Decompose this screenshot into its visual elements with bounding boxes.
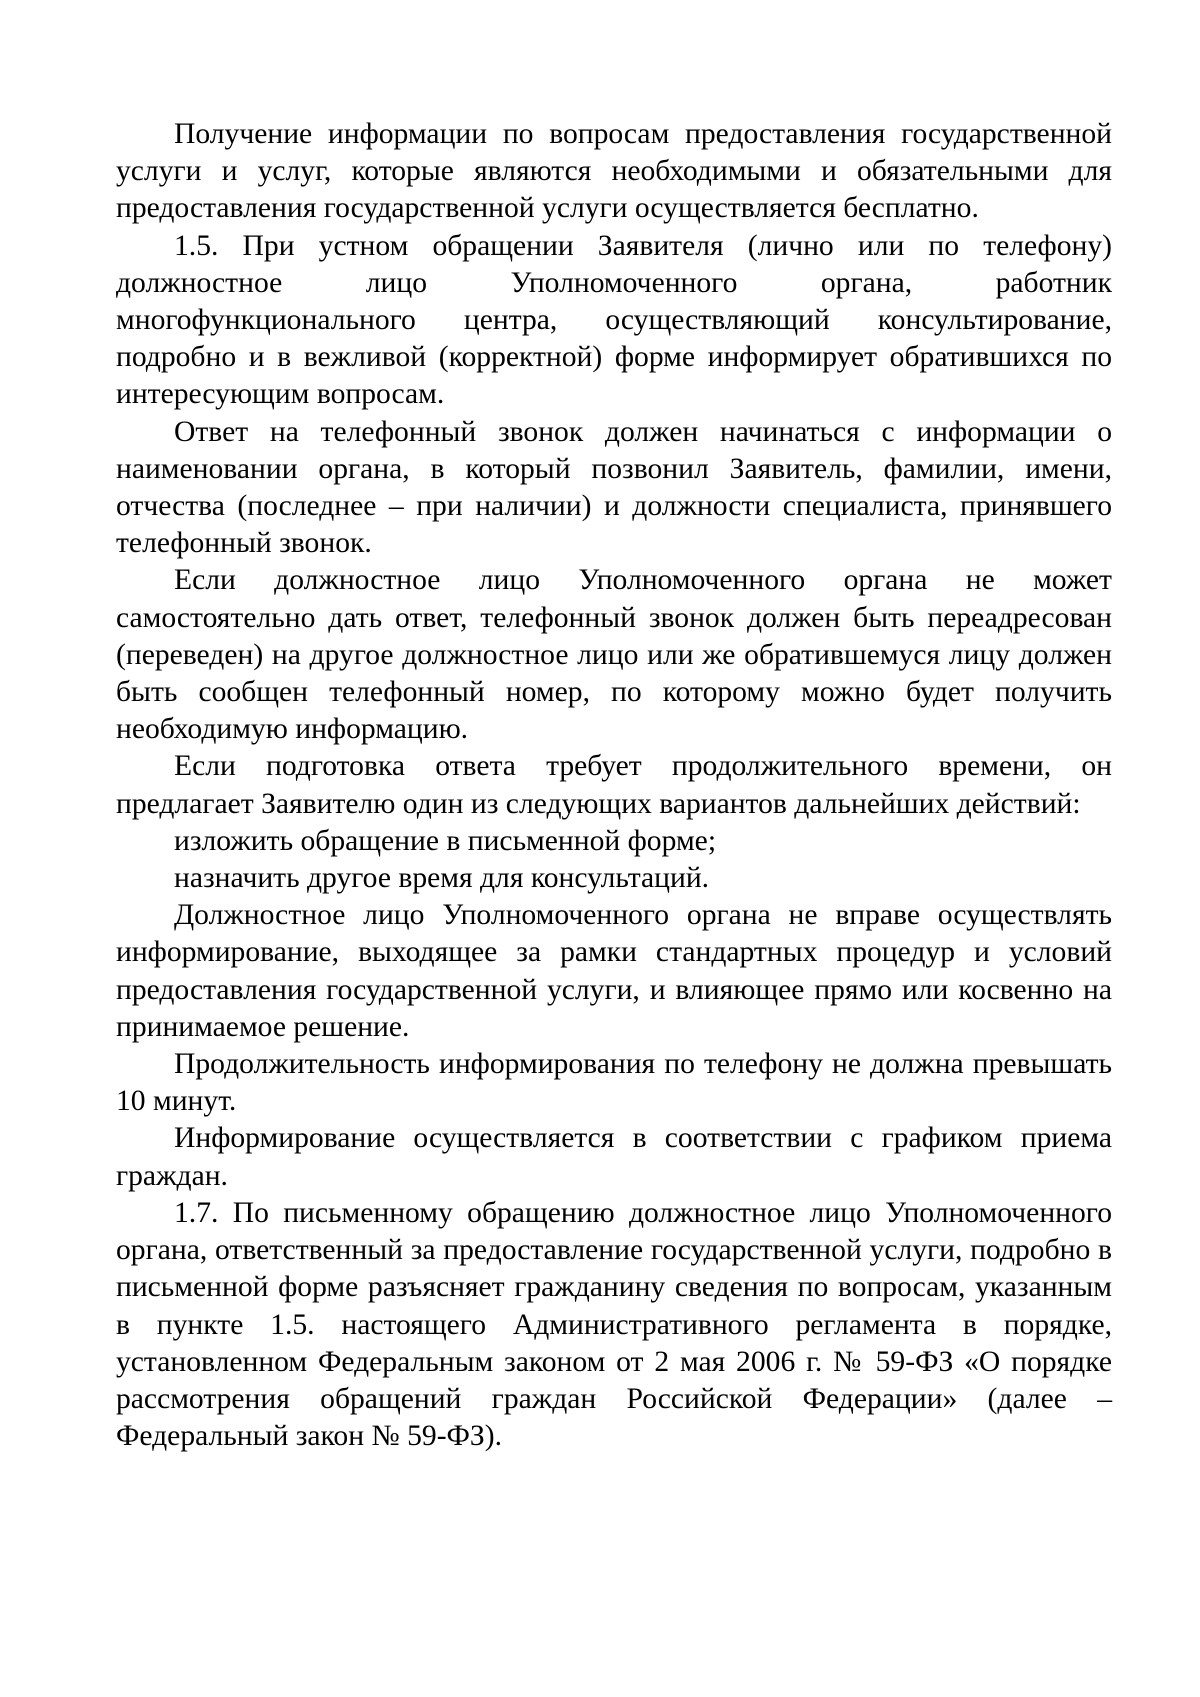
paragraph-1-5-oral-request: 1.5. При устном обращении Заявителя (лично или по телефону) должностное лицо Уполномоченного органа, работник многофункционального центра, осуществляющий консультирование, подробно и в вежливой (корректной) форме информирует обратившихся по интересующим вопросам.: [116, 229, 1112, 411]
paragraph-duration-limit: Продолжительность информирования по телефону не должна превышать 10 минут.: [116, 1048, 1112, 1118]
document-body: [116, 116, 1112, 1455]
list-item-other-time: назначить другое время для консультаций.: [174, 862, 710, 895]
paragraph-schedule: Информирование осуществляется в соответствии с графиком приема граждан.: [116, 1122, 1112, 1192]
paragraph-no-right-to-inform: Должностное лицо Уполномоченного органа не вправе осуществлять информирование, выходящее за рамки стандартных процедур и условий предоставления государственной услуги, и влияющее прямо или косвенно на принимаемое решение.: [116, 899, 1112, 1043]
paragraph-phone-answer: Ответ на телефонный звонок должен начинаться с информации о наименовании органа, в который позвонил Заявитель, фамилии, имени, отчества (последнее – при наличии) и должности специалиста, принявшего телефонный звонок.: [116, 415, 1112, 560]
paragraph-call-redirect: Если должностное лицо Уполномоченного органа не может самостоятельно дать ответ, телефонный звонок должен быть переадресован (переведен) на другое должностное лицо или же обратившемуся лицу должен быть сообщен телефонный номер, по которому можно будет получить необходимую информацию.: [116, 564, 1112, 746]
list-item-written-form: изложить обращение в письменной форме;: [174, 824, 717, 857]
paragraph-1-7-written-request: 1.7. По письменному обращению должностное лицо Уполномоченного органа, ответственный за предоставление государственной услуги, подробно в письменной форме разъясняет гражданину сведения по вопросам, указанным в пункте 1.5. настоящего Административного регламента в порядке, установленном Федеральным законом от 2 мая 2006 г. № 59-ФЗ «О порядке рассмотрения обращений граждан Российской Федерации» (далее – Федеральный закон № 59-ФЗ).: [116, 1196, 1112, 1453]
paragraph-long-preparation: Если подготовка ответа требует продолжительного времени, он предлагает Заявителю один из следующих вариантов дальнейших действий:: [116, 750, 1112, 820]
paragraph-free-information: Получение информации по вопросам предоставления государственной услуги и услуг, которые являются необходимыми и обязательными для предоставления государственной услуги осуществляется бесплатно.: [116, 118, 1112, 225]
